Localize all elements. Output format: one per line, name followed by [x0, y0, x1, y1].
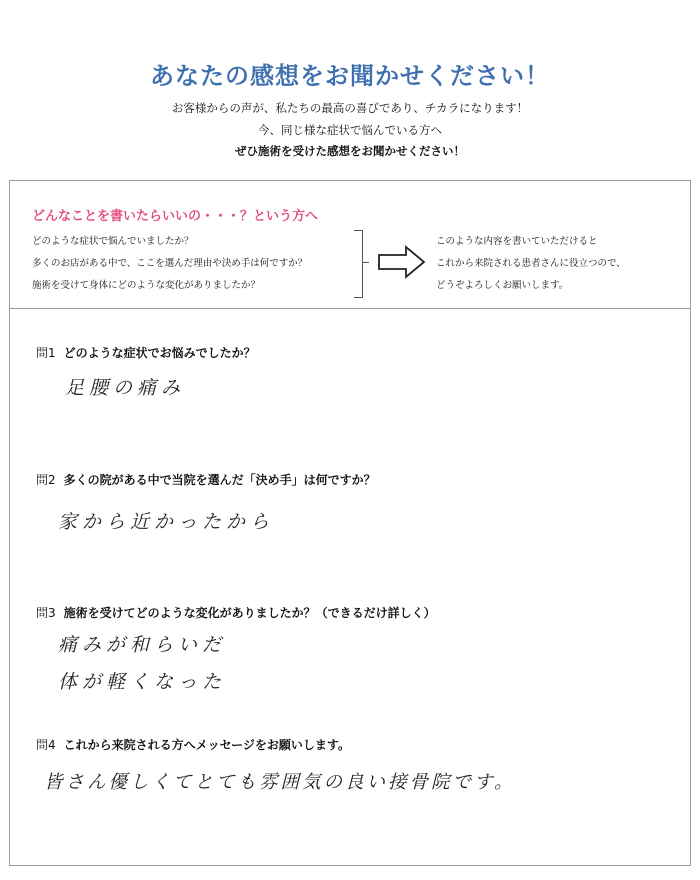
question-2: [36, 471, 376, 488]
page-title: あなたの感想をお聞かせください！: [150, 61, 550, 90]
question-text: これから来院される方へメッセージをお願いします。: [63, 738, 350, 752]
guide-item: どのような症状で悩んでいましたか？: [32, 236, 194, 247]
question-1: [36, 344, 256, 361]
intro-line-3: ぜひ施術を受けた感想をお聞かせください！: [235, 144, 465, 158]
question-number: 問4: [36, 738, 56, 752]
question-text: どのような症状でお悩みでしたか？: [63, 346, 256, 360]
question-text: 多くの院がある中で当院を選んだ「決め手」は何ですか？: [63, 473, 376, 487]
guide-result-line: このような内容を書いていただけると: [436, 236, 598, 247]
question-number: 問3: [36, 606, 56, 620]
question-4: [36, 736, 350, 753]
writing-guide: [10, 181, 690, 309]
guide-item: 多くのお店がある中で、ここを選んだ理由や決め手は何ですか？: [32, 258, 308, 269]
answer-3-line-1[interactable]: 痛みが和らいだ: [58, 634, 227, 656]
guide-title: どんなことを書いたらいいの・・・？という方へ: [32, 209, 319, 224]
answer-2[interactable]: 家から近かったから: [58, 511, 275, 533]
question-text: 施術を受けてどのような変化がありましたか？（できるだけ詳しく）: [63, 606, 436, 620]
answer-3-line-2[interactable]: 体が軽くなった: [58, 671, 227, 693]
answer-1[interactable]: 足腰の痛み: [65, 377, 186, 399]
intro-line-2: 今、同じ様な症状で悩んでいる方へ: [258, 123, 442, 137]
bracket-icon: [354, 230, 363, 298]
right-arrow-icon: [378, 245, 426, 279]
question-number: 問1: [36, 346, 56, 360]
guide-result-line: どうぞよろしくお願いします。: [436, 280, 569, 291]
intro-line-1: お客様からの声が、私たちの最高の喜びであり、チカラになります！: [171, 101, 529, 115]
question-3: [36, 604, 436, 621]
question-number: 問2: [36, 473, 56, 487]
answer-4[interactable]: 皆さん優しくてとても雰囲気の良い接骨院です。: [44, 772, 516, 793]
guide-result-line: これから来院される患者さんに役立つので、: [436, 258, 626, 269]
bracket-tick: [362, 262, 369, 263]
guide-item: 施術を受けて身体にどのような変化がありましたか？: [32, 280, 261, 291]
survey-form: [9, 180, 691, 866]
